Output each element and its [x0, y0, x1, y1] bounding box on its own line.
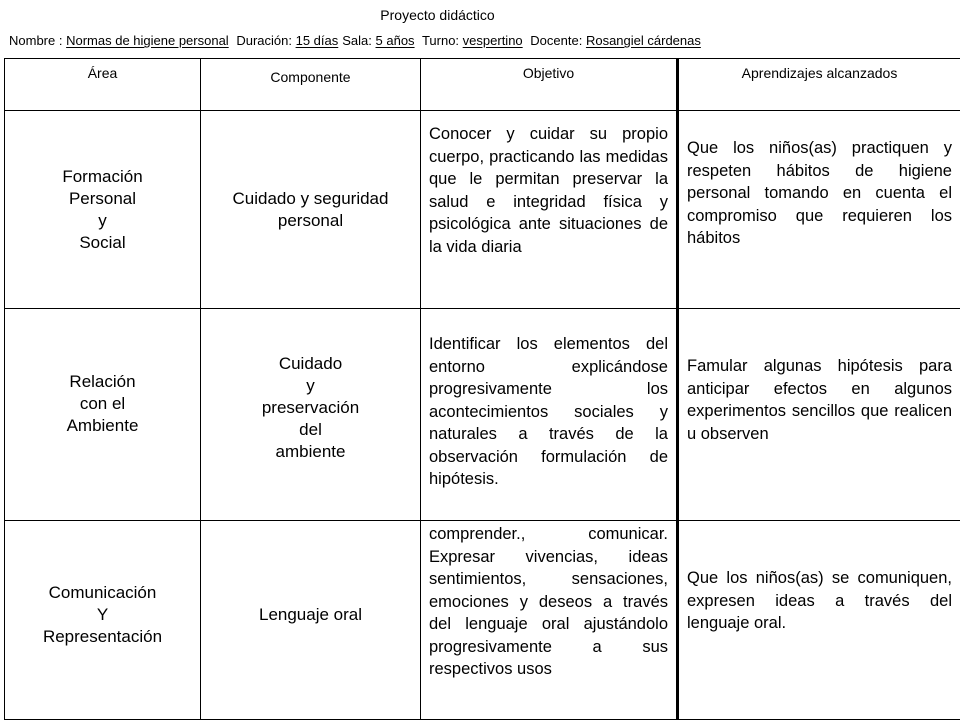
- sala-label: Sala:: [342, 33, 372, 48]
- header-objetivo: Objetivo: [421, 59, 678, 111]
- componente-line: Cuidado: [278, 353, 343, 373]
- componente-line: personal: [277, 210, 344, 230]
- nombre-label: Nombre :: [9, 33, 63, 48]
- turno-label: Turno:: [421, 33, 460, 48]
- area-line: Social: [79, 232, 126, 252]
- componente-cell: [201, 309, 421, 521]
- docente-value: Rosangiel cárdenas: [585, 33, 701, 48]
- area-line: Relación: [69, 371, 136, 391]
- componente-line: del: [299, 419, 322, 439]
- area-line: y: [98, 210, 107, 230]
- area-line: Comunicación: [48, 583, 157, 602]
- aprendizajes-cell: [678, 111, 960, 309]
- componente-line: Cuidado y seguridad: [232, 188, 389, 208]
- componente-cell: [201, 111, 421, 309]
- objetivo-cell: [421, 309, 678, 521]
- componente-cell: [201, 521, 421, 720]
- docente-label: Docente:: [530, 33, 583, 48]
- area-line: Ambiente: [66, 415, 139, 435]
- didactic-project-table: [4, 58, 960, 720]
- nombre-value: Normas de higiene personal: [66, 33, 229, 48]
- componente-line: Lenguaje oral: [258, 605, 363, 624]
- area-cell: [5, 521, 201, 720]
- project-meta-line: [9, 33, 713, 48]
- objetivo-text: Identificar los elementos del entorno explicándose progresivamente los acontecimientos sociales y naturales a través de la observación formulación de hipótesis.: [429, 335, 668, 488]
- objetivo-cell: [421, 521, 678, 720]
- area-cell: [5, 111, 201, 309]
- aprendizajes-text: Famular algunas hipótesis para anticipar efectos en algunos experimentos sencillos que realicen u observen: [687, 357, 952, 443]
- turno-value: vespertino: [462, 33, 523, 48]
- componente-line: ambiente: [275, 441, 346, 461]
- area-cell: [5, 309, 201, 521]
- aprendizajes-text: Que los niños(as) se comuniquen, expresen ideas a través del lenguaje oral.: [687, 569, 952, 632]
- header-area: Área: [5, 59, 201, 111]
- componente-line: y: [306, 375, 315, 395]
- duracion-label: Duración:: [236, 33, 292, 48]
- table-row: [5, 521, 960, 720]
- header-aprendizajes: Aprendizajes alcanzados: [678, 59, 960, 111]
- aprendizajes-cell: [678, 521, 960, 720]
- duracion-value: 15 días: [295, 33, 339, 48]
- table-row: [5, 309, 960, 521]
- header-componente: Componente: [201, 59, 421, 111]
- area-line: con el: [79, 393, 126, 413]
- table-header-row: [5, 59, 960, 111]
- objetivo-text: comprender., comunicar. Expresar vivencias, ideas sentimientos, sensaciones, emociones y deseos a través del lenguaje oral ajustándolo progresivamente a sus respectivos usos: [429, 525, 668, 678]
- area-line: Personal: [68, 188, 137, 208]
- area-line: Y: [96, 605, 109, 624]
- document-title: Proyecto didáctico: [380, 7, 495, 23]
- componente-line: preservación: [261, 397, 360, 417]
- aprendizajes-text: Que los niños(as) practiquen y respeten hábitos de higiene personal tomando en cuenta el compromiso que requieren los hábitos: [687, 139, 952, 247]
- objetivo-cell: [421, 111, 678, 309]
- table-row: [5, 111, 960, 309]
- area-line: Formación: [62, 166, 143, 186]
- sala-value: 5 años: [375, 33, 415, 48]
- aprendizajes-cell: [678, 309, 960, 521]
- area-line: Representación: [42, 627, 163, 646]
- objetivo-text: Conocer y cuidar su propio cuerpo, practicando las medidas que le permitan preservar la salud e integridad física y psicológica ante situaciones de la vida diaria: [429, 125, 668, 256]
